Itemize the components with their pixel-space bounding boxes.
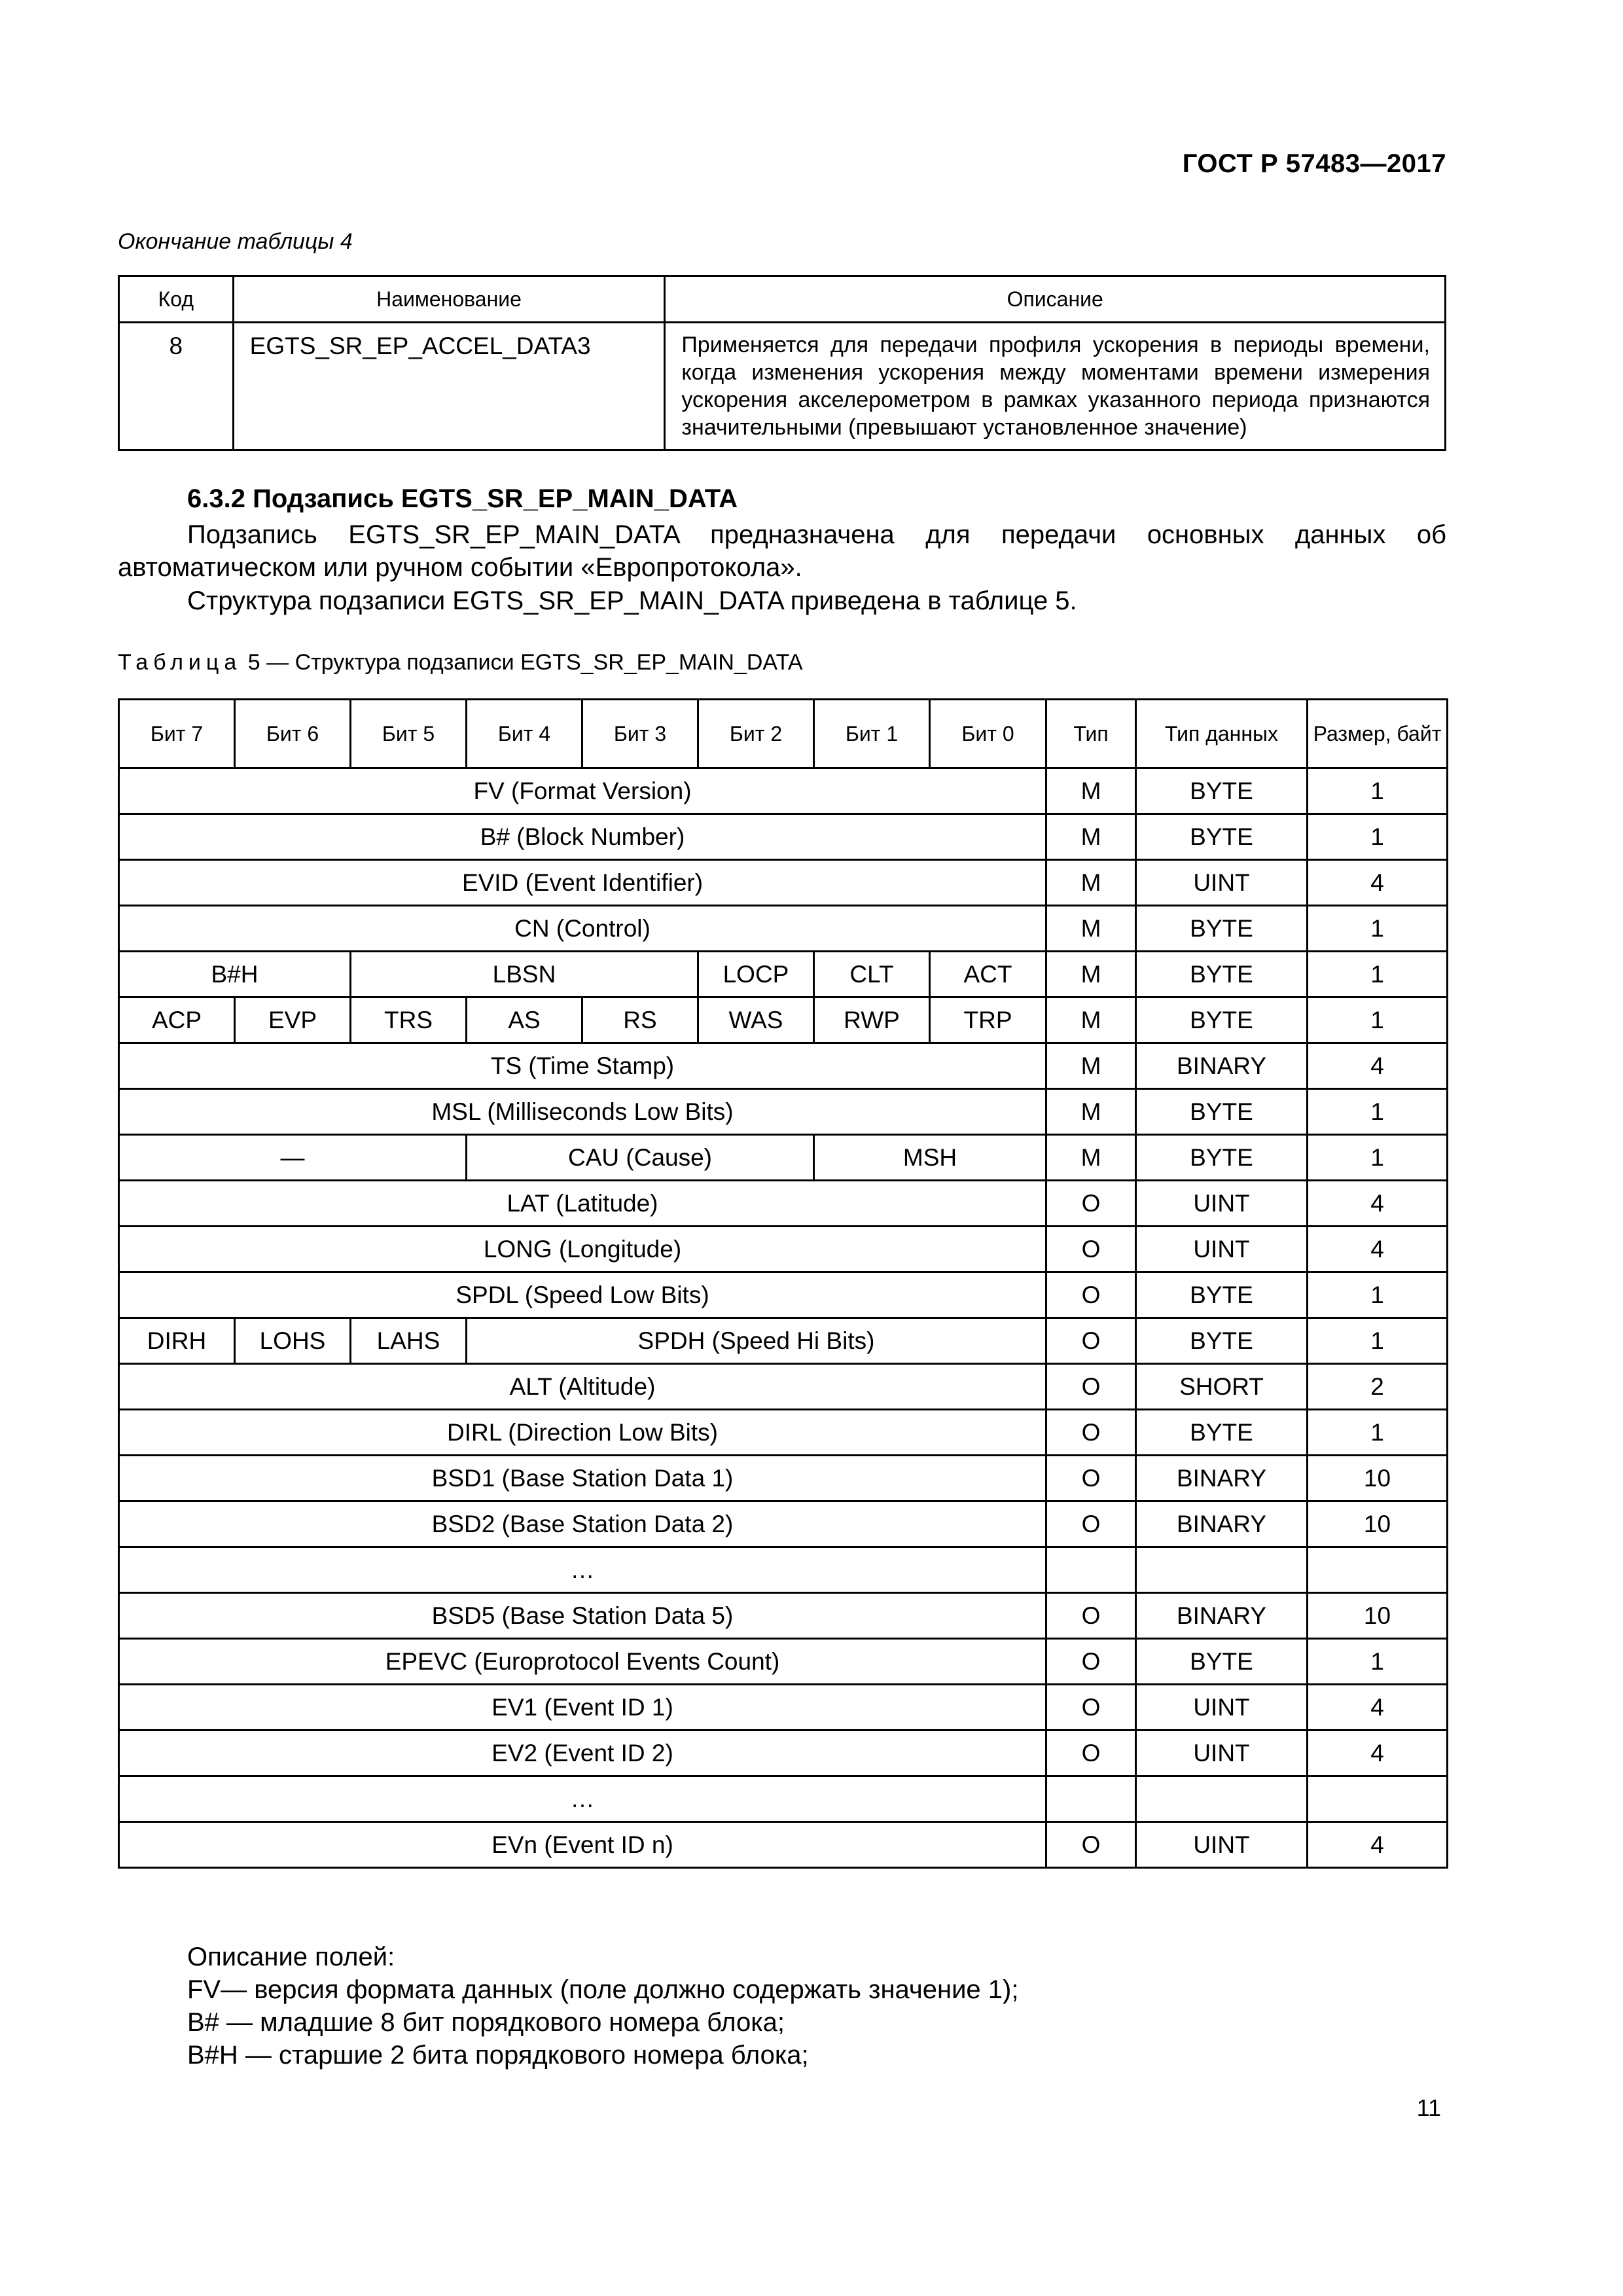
table5-size-cell: 1 [1308,1089,1448,1135]
table5-size-cell: 1 [1308,1318,1448,1364]
table5-type-cell: O [1046,1227,1136,1272]
table5-size-cell: 1 [1308,1135,1448,1181]
table5-field-cell: BSD2 (Base Station Data 2) [119,1501,1046,1547]
table5-size-cell: 1 [1308,906,1448,952]
table5-field-cell: LAT (Latitude) [119,1181,1046,1227]
table5-size-cell: 4 [1308,1043,1448,1089]
table5-dtype-cell: BYTE [1136,1639,1308,1685]
section-paragraph-1: Подзапись EGTS_SR_EP_MAIN_DATA предназначена для передачи основных данных об автоматическом или ручном событии «Европротокола». [118,520,1446,582]
table5-field-cell: — [119,1135,467,1181]
table-row [119,1272,1448,1318]
table5-header-cell: Тип данных [1136,700,1308,768]
table5-dtype-cell [1136,1776,1308,1822]
table-row [119,1364,1448,1410]
table5-dtype-cell: SHORT [1136,1364,1308,1410]
table-row [119,1043,1448,1089]
table-row [119,906,1448,952]
table-row [119,1456,1448,1501]
table5-field-cell: ALT (Altitude) [119,1364,1046,1410]
table5-caption-label: Таблица [118,650,242,675]
table5-field-cell: EVID (Event Identifier) [119,860,1046,906]
table5-field-cell: ACT [930,952,1046,997]
table5-field-cell: DIRH [119,1318,235,1364]
table5-type-cell: M [1046,814,1136,860]
table4-cell-name: EGTS_SR_EP_ACCEL_DATA3 [233,323,665,450]
table5-header-cell: Бит 3 [582,700,698,768]
table5-field-cell: DIRL (Direction Low Bits) [119,1410,1046,1456]
table5-type-cell: M [1046,906,1136,952]
table5-field-cell: MSL (Milliseconds Low Bits) [119,1089,1046,1135]
table5-field-cell: EVP [235,997,351,1043]
table5-size-cell: 4 [1308,1822,1448,1868]
table5-field-cell: EV1 (Event ID 1) [119,1685,1046,1731]
table5-field-cell: … [119,1776,1046,1822]
table5-field-cell: AS [467,997,582,1043]
table4-cell-code: 8 [119,323,234,450]
table5-field-cell: WAS [698,997,814,1043]
table5-size-cell: 4 [1308,1685,1448,1731]
table5-type-cell [1046,1547,1136,1593]
field-description-item: B#H — старшие 2 бита порядкового номера блока; [187,2041,809,2070]
section-paragraph-2: Структура подзаписи EGTS_SR_EP_MAIN_DATA приведена в таблице 5. [187,586,1077,615]
table5-caption [118,650,803,675]
table5-field-cell: EV2 (Event ID 2) [119,1731,1046,1776]
table5-size-cell: 1 [1308,1272,1448,1318]
table5-field-cell: RS [582,997,698,1043]
table5-dtype-cell: BINARY [1136,1593,1308,1639]
table5-field-cell: LAHS [351,1318,467,1364]
table5-dtype-cell: BYTE [1136,1135,1308,1181]
table-row [119,1181,1448,1227]
table5-header-cell: Тип [1046,700,1136,768]
table5-size-cell: 4 [1308,860,1448,906]
table5-size-cell: 1 [1308,768,1448,814]
table5-dtype-cell: UINT [1136,1822,1308,1868]
table5-type-cell: M [1046,952,1136,997]
table-row [119,814,1448,860]
table4-caption: Окончание таблицы 4 [118,229,353,254]
table5-type-cell: O [1046,1639,1136,1685]
table-row [119,1685,1448,1731]
table5-dtype-cell: BYTE [1136,1089,1308,1135]
table-row [119,1501,1448,1547]
table-row [119,1318,1448,1364]
table-row [119,1410,1448,1456]
table4-cell-description: Применяется для передачи профиля ускорения в периоды времени, когда изменения ускорения между моментами времени измерения ускорения акселерометром в рамках указанного периода признаются значительными (превышают установленное значение) [665,323,1446,450]
table5-type-cell: O [1046,1685,1136,1731]
table5-type-cell: M [1046,1089,1136,1135]
table5-field-cell: … [119,1547,1046,1593]
table-row [119,860,1448,906]
table5-field-cell: SPDL (Speed Low Bits) [119,1272,1046,1318]
table5-size-cell: 1 [1308,814,1448,860]
table5-size-cell [1308,1776,1448,1822]
table5-type-cell: O [1046,1593,1136,1639]
table-row [119,768,1448,814]
table5-dtype-cell: UINT [1136,1685,1308,1731]
table5-header-cell: Бит 0 [930,700,1046,768]
table4-header-name: Наименование [233,276,665,323]
field-description-item: FV— версия формата данных (поле должно содержать значение 1); [187,1975,1019,2004]
table5-size-cell: 10 [1308,1456,1448,1501]
table5-field-cell: B# (Block Number) [119,814,1046,860]
table5-header-cell: Бит 5 [351,700,467,768]
table5-size-cell: 4 [1308,1731,1448,1776]
table5-type-cell: O [1046,1731,1136,1776]
section-heading: 6.3.2 Подзапись EGTS_SR_EP_MAIN_DATA [187,484,738,513]
table-5 [118,698,1448,1869]
table5-field-cell: CLT [814,952,930,997]
table5-size-cell: 2 [1308,1364,1448,1410]
table5-field-cell: FV (Format Version) [119,768,1046,814]
table5-dtype-cell: BYTE [1136,1410,1308,1456]
table5-header-cell: Бит 4 [467,700,582,768]
table5-header-row [119,700,1448,768]
table5-field-cell: TS (Time Stamp) [119,1043,1046,1089]
table5-size-cell [1308,1547,1448,1593]
table-row [119,1731,1448,1776]
table5-dtype-cell: UINT [1136,1731,1308,1776]
table5-field-cell: MSH [814,1135,1046,1181]
table5-type-cell: O [1046,1181,1136,1227]
table5-type-cell: M [1046,1135,1136,1181]
field-descriptions-title: Описание полей: [187,1943,395,1971]
table5-field-cell: SPDH (Speed Hi Bits) [467,1318,1046,1364]
table5-header-cell: Бит 2 [698,700,814,768]
table5-type-cell: M [1046,1043,1136,1089]
table5-field-cell: ACP [119,997,235,1043]
table5-type-cell: M [1046,768,1136,814]
table5-size-cell: 4 [1308,1181,1448,1227]
table5-type-cell: M [1046,997,1136,1043]
table5-type-cell: O [1046,1456,1136,1501]
table5-dtype-cell: UINT [1136,1181,1308,1227]
table5-field-cell: EPEVC (Europrotocol Events Count) [119,1639,1046,1685]
page-number: 11 [1416,2094,1441,2121]
table5-field-cell: CAU (Cause) [467,1135,814,1181]
table5-dtype-cell: BYTE [1136,952,1308,997]
table4-header-code: Код [119,276,234,323]
table5-type-cell: M [1046,860,1136,906]
table-row [119,1135,1448,1181]
table-row [119,1776,1448,1822]
table5-field-cell: LBSN [351,952,698,997]
table5-dtype-cell: BYTE [1136,768,1308,814]
table5-size-cell: 1 [1308,952,1448,997]
field-description-item: B# — младшие 8 бит порядкового номера блока; [187,2008,785,2037]
table5-field-cell: LOHS [235,1318,351,1364]
table5-field-cell: BSD5 (Base Station Data 5) [119,1593,1046,1639]
table5-type-cell: O [1046,1318,1136,1364]
table5-header-cell: Бит 6 [235,700,351,768]
table5-size-cell: 10 [1308,1501,1448,1547]
table-row [119,1639,1448,1685]
table5-field-cell: CN (Control) [119,906,1046,952]
field-descriptions [187,1941,1018,2072]
table5-size-cell: 1 [1308,1639,1448,1685]
table5-field-cell: TRP [930,997,1046,1043]
table5-field-cell: BSD1 (Base Station Data 1) [119,1456,1046,1501]
table-4 [118,275,1446,451]
table5-size-cell: 1 [1308,1410,1448,1456]
document-code: ГОСТ Р 57483—2017 [1182,149,1446,178]
table5-dtype-cell: BYTE [1136,1318,1308,1364]
table5-dtype-cell: BYTE [1136,1272,1308,1318]
table5-size-cell: 4 [1308,1227,1448,1272]
table5-dtype-cell: UINT [1136,860,1308,906]
table5-header-cell: Размер, байт [1308,700,1448,768]
table5-field-cell: RWP [814,997,930,1043]
table-row [119,952,1448,997]
table5-field-cell: TRS [351,997,467,1043]
table5-field-cell: EVn (Event ID n) [119,1822,1046,1868]
table-row [119,997,1448,1043]
table5-field-cell: B#H [119,952,351,997]
table-row [119,1593,1448,1639]
table5-header-cell: Бит 7 [119,700,235,768]
table5-dtype-cell: BYTE [1136,814,1308,860]
table5-dtype-cell [1136,1547,1308,1593]
table5-type-cell: O [1046,1364,1136,1410]
table5-field-cell: LONG (Longitude) [119,1227,1046,1272]
table5-dtype-cell: BINARY [1136,1456,1308,1501]
table5-header-cell: Бит 1 [814,700,930,768]
table5-type-cell: O [1046,1822,1136,1868]
table5-dtype-cell: BYTE [1136,997,1308,1043]
table5-size-cell: 1 [1308,997,1448,1043]
table5-type-cell: O [1046,1410,1136,1456]
table5-dtype-cell: BINARY [1136,1501,1308,1547]
table5-type-cell: O [1046,1272,1136,1318]
table5-size-cell: 10 [1308,1593,1448,1639]
table5-caption-text: 5 — Структура подзаписи EGTS_SR_EP_MAIN_DATA [247,650,803,675]
table5-dtype-cell: BYTE [1136,906,1308,952]
table-row [119,1822,1448,1868]
table5-dtype-cell: UINT [1136,1227,1308,1272]
table5-dtype-cell: BINARY [1136,1043,1308,1089]
table5-type-cell: O [1046,1501,1136,1547]
table-row [119,1227,1448,1272]
table4-header-description: Описание [665,276,1446,323]
table5-type-cell [1046,1776,1136,1822]
table-row [119,1547,1448,1593]
table5-field-cell: LOCP [698,952,814,997]
table-row [119,1089,1448,1135]
